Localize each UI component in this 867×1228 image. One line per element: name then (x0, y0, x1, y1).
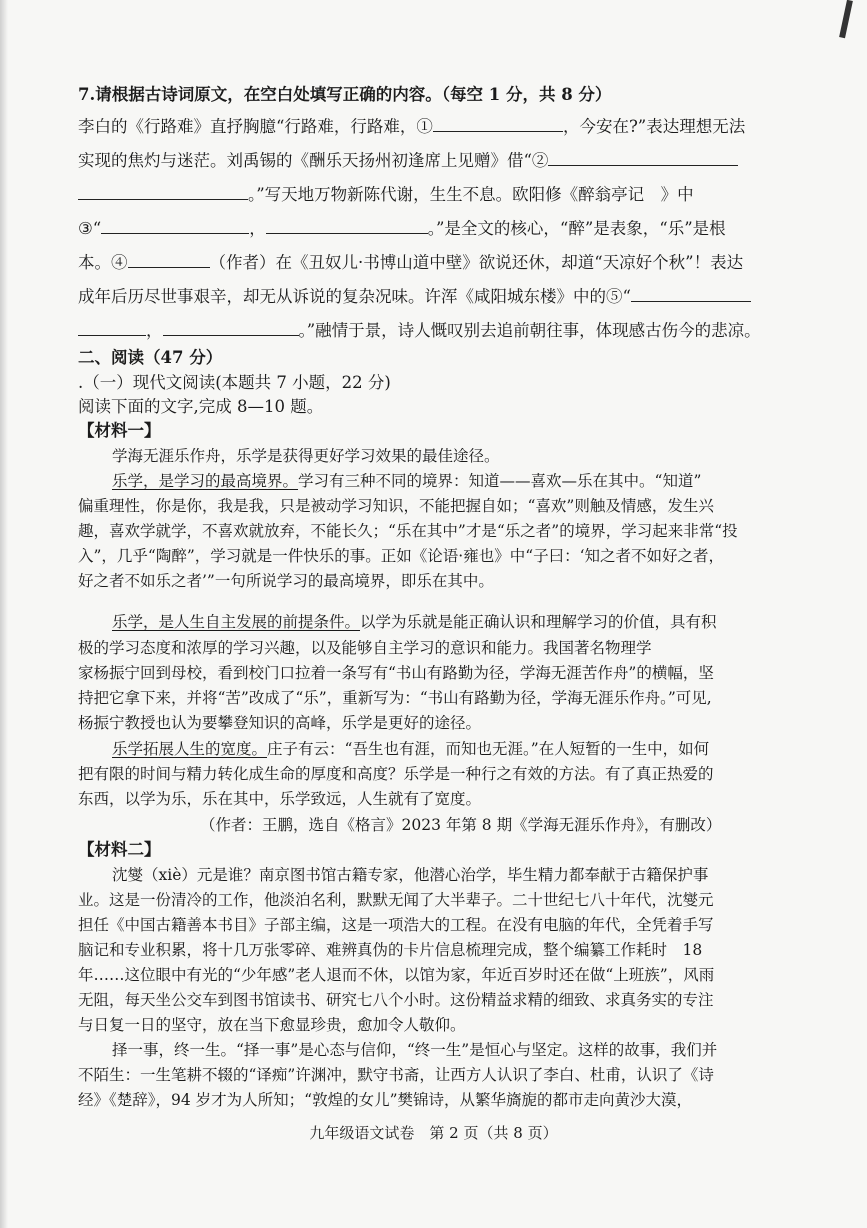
blank-1[interactable] (433, 117, 563, 132)
m2-paragraph-1-line-1: 沈燮（xiè）元是谁？南京图书馆古籍专家，他潜心治学，毕生精力都奉献于古籍保护事 (112, 866, 709, 884)
m1-paragraph-4-line-2: 把有限的时间与精力转化成生命的厚度和高度？乐学是一种行之有效的方法。有了真正热爱的 (78, 765, 714, 783)
m1-source: （作者：王鹏，选自《格言》2023 年第 8 期《学海无涯乐作舟》，有删改） (200, 816, 722, 834)
scan-edge-shadow (0, 0, 8, 1228)
m1-paragraph-4-line-1: 乐学拓展人生的宽度。庄子有云：“吾生也有涯，而知也无涯。”在人短暂的一生中，如何 (112, 740, 710, 758)
m1-paragraph-3-line-3: 家杨振宁回到母校，看到校门口拉着一条写有“书山有路勤为径，学海无涯苦作舟”的横幅，坚 (78, 664, 714, 682)
blank-3a[interactable] (101, 219, 249, 234)
q7-line-4: ③“ ， 。”是全文的核心，“醉”是表象，“乐”是根 (78, 219, 726, 238)
blank-2b[interactable] (78, 185, 248, 200)
m1-paragraph-2-line-2: 偏重理性，你是你，我是我，只是被动学习知识，不能把握自如；“喜欢”则触及情感，发生兴 (78, 497, 714, 515)
q7-line-7: ， 。”融情于景，诗人慨叹别去追前朝往事，体现感古伤今的悲凉。 (78, 320, 761, 342)
material-1-heading: 【材料一】 (78, 421, 161, 440)
blank-4[interactable] (128, 253, 210, 268)
m1-paragraph-2-line-5: 好之者不如乐之者’”一句所说学习的最高境界，即乐在其中。 (78, 572, 494, 590)
page-footer: 九年级语文试卷 第 2 页（共 8 页） (309, 1124, 558, 1142)
m1-paragraph-1: 学海无涯乐作舟，乐学是获得更好学习效果的最佳途径。 (112, 447, 500, 465)
subsection-1-title: .（一）现代文阅读(本题共 7 小题，22 分) (78, 373, 391, 392)
m2-paragraph-1-line-2: 业。这是一份清冷的工作，他淡泊名利，默默无闻了大半辈子。二十世纪七八十年代，沈燮元 (78, 891, 714, 909)
m1-paragraph-4-line-3: 东西，以学为乐，乐在其中，乐学致远，人生就有了宽度。 (78, 790, 482, 808)
m1-paragraph-3-line-4: 持把它拿下来，并将“苦”改成了“乐”，重新写为：“书山有路勤为径，学海无涯乐作舟。”可见, (78, 689, 712, 707)
m2-paragraph-2-line-1: 择一事，终一生。“择一事”是心态与信仰，“终一生”是恒心与坚定。这样的故事，我们并 (112, 1041, 718, 1059)
q7-line-5: 本。④ （作者）在《丑奴儿·书博山道中壁》欲说还休，却道“天凉好个秋”！表达 (78, 253, 744, 272)
m2-paragraph-1-line-5: 年……这位眼中有光的“少年感”老人退而不休，以馆为家，年近百岁时还在做“上班族”，风雨 (78, 966, 715, 984)
section-2-title: 二、阅读（47 分） (78, 348, 223, 367)
m2-paragraph-1-line-3: 担任《中国古籍善本书目》子部主编，这是一项浩大的工程。在没有电脑的年代，全凭着手写 (78, 916, 714, 934)
m2-paragraph-2-line-2: 不陌生：一生笔耕不辍的“译痴”许渊冲，默守书斋，让西方人认识了李白、杜甫，认识了《诗 (78, 1066, 714, 1084)
blank-5a[interactable] (78, 321, 146, 336)
blank-3b[interactable] (266, 219, 428, 234)
m2-paragraph-2-line-3: 经》《楚辞》，94 岁才为人所知；“敦煌的女儿”樊锦诗，从繁华旖旎的都市走向黄沙大漠， (78, 1091, 693, 1109)
blank-2a[interactable] (548, 151, 738, 166)
blank-5b[interactable] (163, 321, 299, 336)
m1-paragraph-3-line-5: 杨振宁教授也认为要攀登知识的高峰，乐学是更好的途径。 (78, 714, 482, 732)
m1-paragraph-3-line-2: 极的学习态度和浓厚的学习兴趣，以及能够自主学习的意识和能力。我国著名物理学 (78, 639, 652, 657)
reading-instruction: 阅读下面的文字,完成 8—10 题。 (78, 397, 324, 416)
m1-paragraph-2-line-1: 乐学，是学习的最高境界。学习有三种不同的境界：知道——喜欢—乐在其中。“知道” (112, 472, 702, 490)
question-7-title: 7.请根据古诗词原文，在空白处填写正确的内容。（每空 1 分，共 8 分） (78, 85, 612, 104)
q7-line-3: 。”写天地万物新陈代谢，生生不息。欧阳修《醉翁亭记 》中 (78, 184, 694, 206)
q7-line-6: 成年后历尽世事艰辛，却无从诉说的复杂况味。许浑《咸阳城东楼》中的⑤“ (78, 286, 751, 308)
m1-paragraph-3-line-1: 乐学，是人生自主发展的前提条件。以学为乐就是能正确认识和理解学习的价值，具有积 (112, 613, 717, 631)
m2-paragraph-1-line-4: 脑记和专业积累，将十几万张零碎、难辨真伪的卡片信息梳理完成，整个编纂工作耗时 18 (78, 941, 703, 959)
q7-line-2: 实现的焦灼与迷茫。刘禹锡的《酬乐天扬州初逢席上见赠》借“② (78, 150, 738, 172)
blank-5a-start[interactable] (631, 287, 751, 302)
m1-paragraph-2-line-4: 入”，几乎“陶醉”，学习就是一件快乐的事。正如《论语·雍也》中“子曰：‘知之者不如好之者， (78, 547, 725, 565)
m2-paragraph-1-line-7: 与日复一日的坚守，放在当下愈显珍贵，愈加令人敬仰。 (78, 1016, 466, 1034)
material-2-heading: 【材料二】 (78, 840, 161, 859)
q7-line-1: 李白的《行路难》直抒胸臆“行路难，行路难，① ，今安在?”表达理想无法 (78, 117, 746, 136)
m1-paragraph-2-line-3: 趣，喜欢学就学，不喜欢就放弃，不能长久；“乐在其中”才是“乐之者”的境界，学习起来非常“投 (78, 522, 738, 540)
scan-corner-mark (839, 0, 853, 38)
m2-paragraph-1-line-6: 无阻，每天坐公交车到图书馆读书、研究七八个小时。这份精益求精的细致、求真务实的专注 (78, 991, 714, 1009)
